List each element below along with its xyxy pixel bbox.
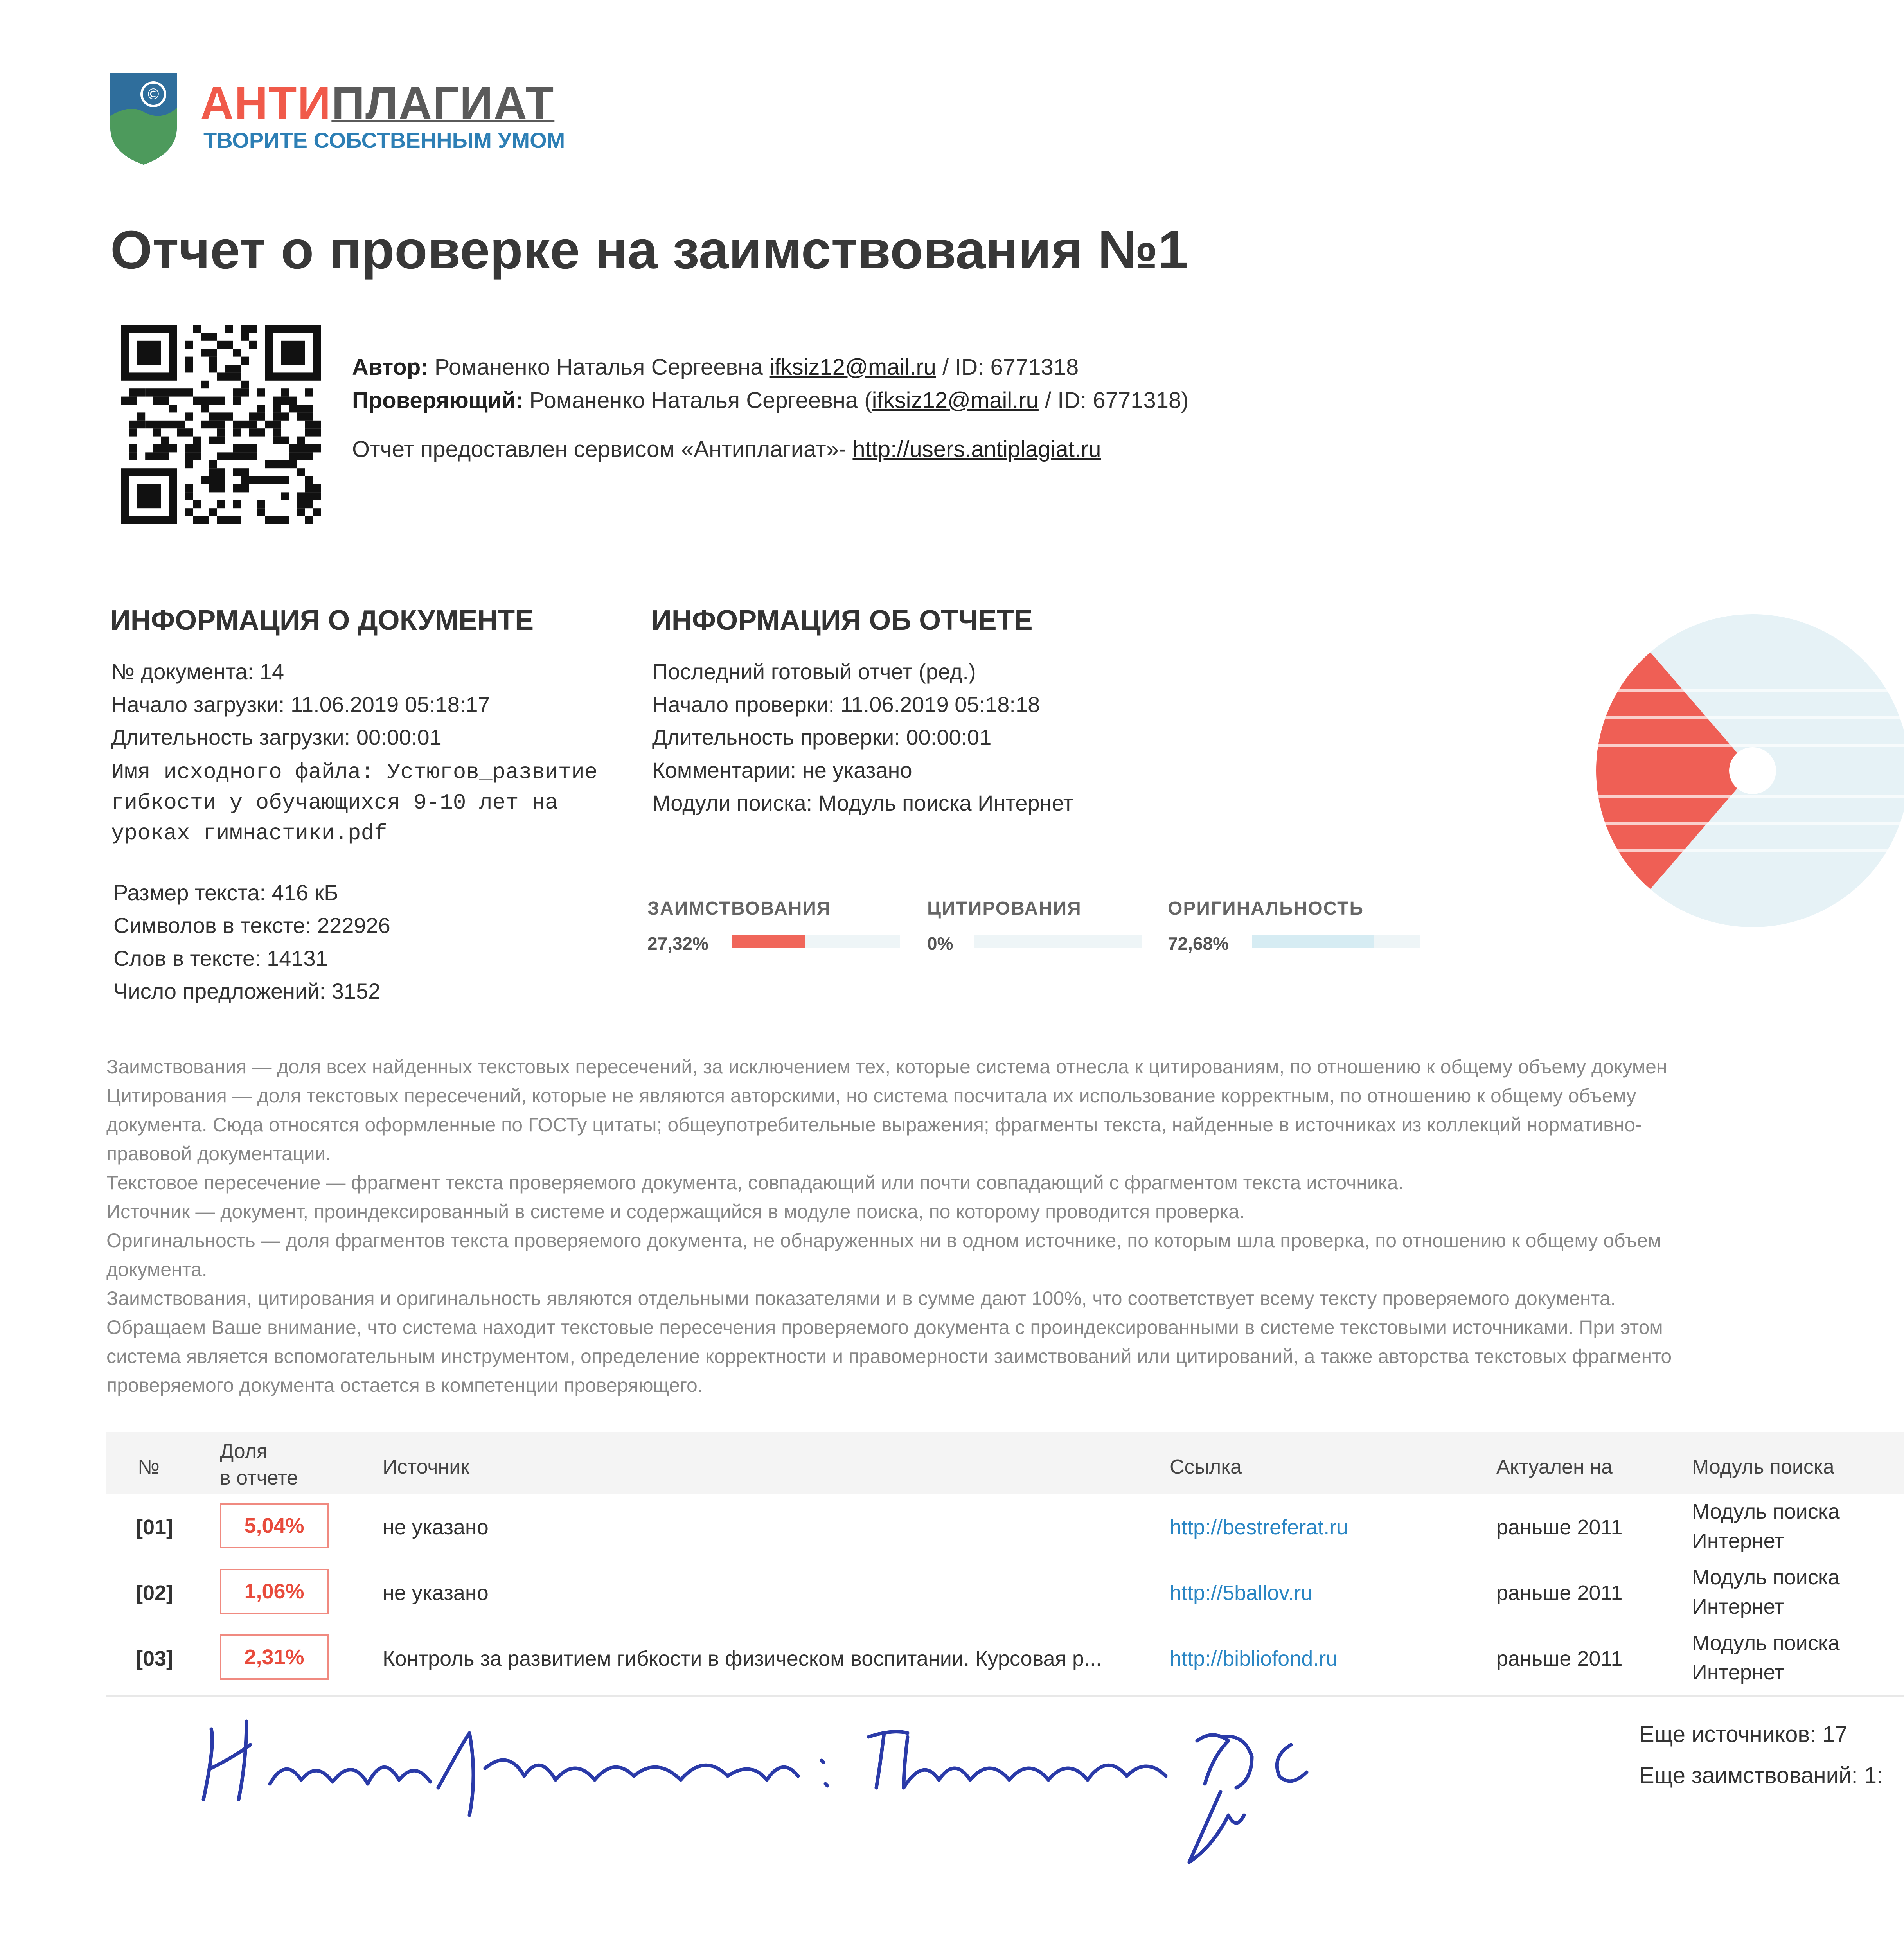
col-source: Источник [383,1456,469,1478]
check-start: Начало проверки: 11.06.2019 05:18:18 [652,692,1040,717]
row-source: Контроль за развитием гибкости в физическом воспитании. Курсовая р... [383,1647,1102,1670]
glossary-line: система является вспомогательным инструментом, определение корректности и правомерности заимствований или цитирований, а также авторства текстовых фрагменто [106,1345,1672,1367]
handwritten-signature [188,1698,1557,1893]
row-share-badge: 5,04% [220,1503,329,1548]
table-bottom-divider [106,1695,1904,1697]
row-number: [01] [136,1516,174,1539]
check-duration: Длительность проверки: 00:00:01 [652,725,992,750]
row-module-line1: Модуль поиска [1692,1566,1840,1589]
logo [106,69,565,171]
col-link: Ссылка [1170,1456,1242,1478]
col-share-line2: в отчете [220,1467,298,1489]
provided-line [352,436,1101,462]
comments: Комментарии: не указано [652,758,912,782]
text-size: Размер текста: 416 кБ [113,880,338,905]
more-sources: Еще источников: 17 [1639,1722,1848,1747]
checker-id: / ID: 6771318) [1045,388,1189,413]
col-module: Модуль поиска [1692,1456,1834,1478]
row-source: не указано [383,1516,489,1539]
checker-email-link[interactable]: ifksiz12@mail.ru [872,388,1039,413]
glossary [106,1052,1902,1400]
citation-label: ЦИТИРОВАНИЯ [927,898,1082,919]
last-report: Последний готовый отчет (ред.) [652,659,976,684]
row-module-line2: Интернет [1692,1595,1784,1618]
char-count: Символов в тексте: 222926 [113,913,390,938]
row-share-badge: 2,31% [220,1634,329,1680]
borrowing-value: 27,32% [647,933,709,954]
report-info-block [652,655,1073,820]
table-row [106,1498,1904,1563]
svg-text:©: © [146,86,161,103]
glossary-line: Цитирования — доля текстовых пересечений, которые не являются авторскими, но система посчитала их использование корректным, по отношению к общему объему [106,1085,1636,1107]
col-num: № [138,1456,160,1478]
author-label: Автор: [352,354,428,380]
row-module-line1: Модуль поиска [1692,1631,1840,1655]
glossary-line: Обращаем Ваше внимание, что система находит текстовые пересечения проверяемого документа с проиндексированными в системе текстовыми источниками. При этом [106,1316,1663,1338]
brand-part1: АНТИ [200,77,332,129]
citation-value: 0% [927,933,953,954]
upload-start: Начало загрузки: 11.06.2019 05:18:17 [111,692,490,717]
author-email-link[interactable]: ifksiz12@mail.ru [769,354,936,380]
sources-table-header [106,1432,1904,1494]
row-link[interactable]: http://5ballov.ru [1170,1581,1313,1605]
row-share-badge: 1,06% [220,1569,329,1614]
col-share-line1: Доля [220,1440,268,1463]
glossary-line: Текстовое пересечение — фрагмент текста проверяемого документа, совпадающий или почти совпадающий с фрагментом текста источника. [106,1172,1404,1194]
author-line [352,354,1079,380]
row-module-line1: Модуль поиска [1692,1500,1840,1523]
author-name: Романенко Наталья Сергеевна [434,354,763,380]
sentence-count: Число предложений: 3152 [113,979,381,1003]
originality-bar-fill [1252,935,1374,948]
shield-logo-icon [106,69,181,167]
checker-name: Романенко Наталья Сергеевна ( [529,388,872,413]
brand-part2: ПЛАГИАТ [331,77,555,129]
provided-url-link[interactable]: http://users.antiplagiat.ru [852,437,1101,462]
glossary-line: Источник — документ, проиндексированный в системе и содержащийся в модуле поиска, по которому проводится проверка. [106,1201,1245,1222]
originality-value: 72,68% [1168,933,1229,954]
source-filename: Имя исходного файла: Устюгов_развитие гибкости у обучающихся 9-10 лет на уроках гимнастики.pdf [111,760,598,846]
search-modules: Модули поиска: Модуль поиска Интернет [652,791,1073,815]
report-info-heading: ИНФОРМАЦИЯ ОБ ОТЧЕТЕ [651,605,1033,636]
row-actual: раньше 2011 [1496,1516,1623,1539]
doc-number: № документа: 14 [111,659,284,684]
provided-text: Отчет предоставлен сервисом «Антиплагиат»- [352,437,847,462]
row-actual: раньше 2011 [1496,1647,1623,1670]
borrowing-bar-fill [732,935,805,948]
row-module-line2: Интернет [1692,1529,1784,1553]
row-number: [03] [136,1647,174,1670]
row-module-line2: Интернет [1692,1661,1784,1684]
more-borrowings: Еще заимствований: 1: [1639,1763,1883,1788]
doc-info-block [111,655,490,754]
borrowing-bar [732,935,900,948]
checker-line [352,387,1189,413]
originality-bar [1252,935,1420,948]
row-link[interactable]: http://bestreferat.ru [1170,1516,1348,1539]
glossary-line: документа. [106,1258,207,1280]
table-row [106,1629,1904,1695]
glossary-line: Заимствования — доля всех найденных текстовых пересечений, за исключением тех, которые система отнесла к цитированиям, по отношению к общему объему докумен [106,1056,1667,1078]
borrowing-label: ЗАИМСТВОВАНИЯ [647,898,831,919]
col-actual: Актуален на [1496,1456,1613,1478]
report-title: Отчет о проверке на заимствования №1 [110,220,1188,280]
glossary-line: Оригинальность — доля фрагментов текста проверяемого документа, не обнаруженных ни в одном источнике, по которым шла проверка, по отношению к общему объем [106,1230,1661,1251]
checker-label: Проверяющий: [352,388,523,413]
row-number: [02] [136,1581,174,1605]
qr-code-icon [121,325,321,524]
result-donut-chart [1596,614,1904,927]
upload-duration: Длительность загрузки: 00:00:01 [111,725,442,750]
citation-bar [974,935,1142,948]
originality-label: ОРИГИНАЛЬНОСТЬ [1168,898,1364,919]
row-link[interactable]: http://bibliofond.ru [1170,1647,1338,1670]
glossary-line: правовой документации. [106,1143,331,1165]
row-source: не указано [383,1581,489,1605]
doc-info-heading: ИНФОРМАЦИЯ О ДОКУМЕНТЕ [110,605,534,636]
brand-name [200,77,554,130]
glossary-line: документа. Сюда относятся оформленные по ГОСТу цитаты; общеупотребительные выражения; фрагменты текста, найденные в источниках из коллекций нормативно- [106,1114,1642,1136]
doc-stats-block [113,876,390,1008]
table-row [106,1563,1904,1629]
glossary-line: проверяемого документа остается в компетенции проверяющего. [106,1374,703,1396]
word-count: Слов в тексте: 14131 [113,946,328,971]
author-id: / ID: 6771318 [942,354,1079,380]
row-actual: раньше 2011 [1496,1581,1623,1605]
brand-tagline: ТВОРИТЕ СОБСТВЕННЫМ УМОМ [203,128,565,153]
glossary-line: Заимствования, цитирования и оригинальность являются отдельными показателями и в сумме дают 100%, что соответствует всему тексту проверяемого документа. [106,1287,1616,1309]
